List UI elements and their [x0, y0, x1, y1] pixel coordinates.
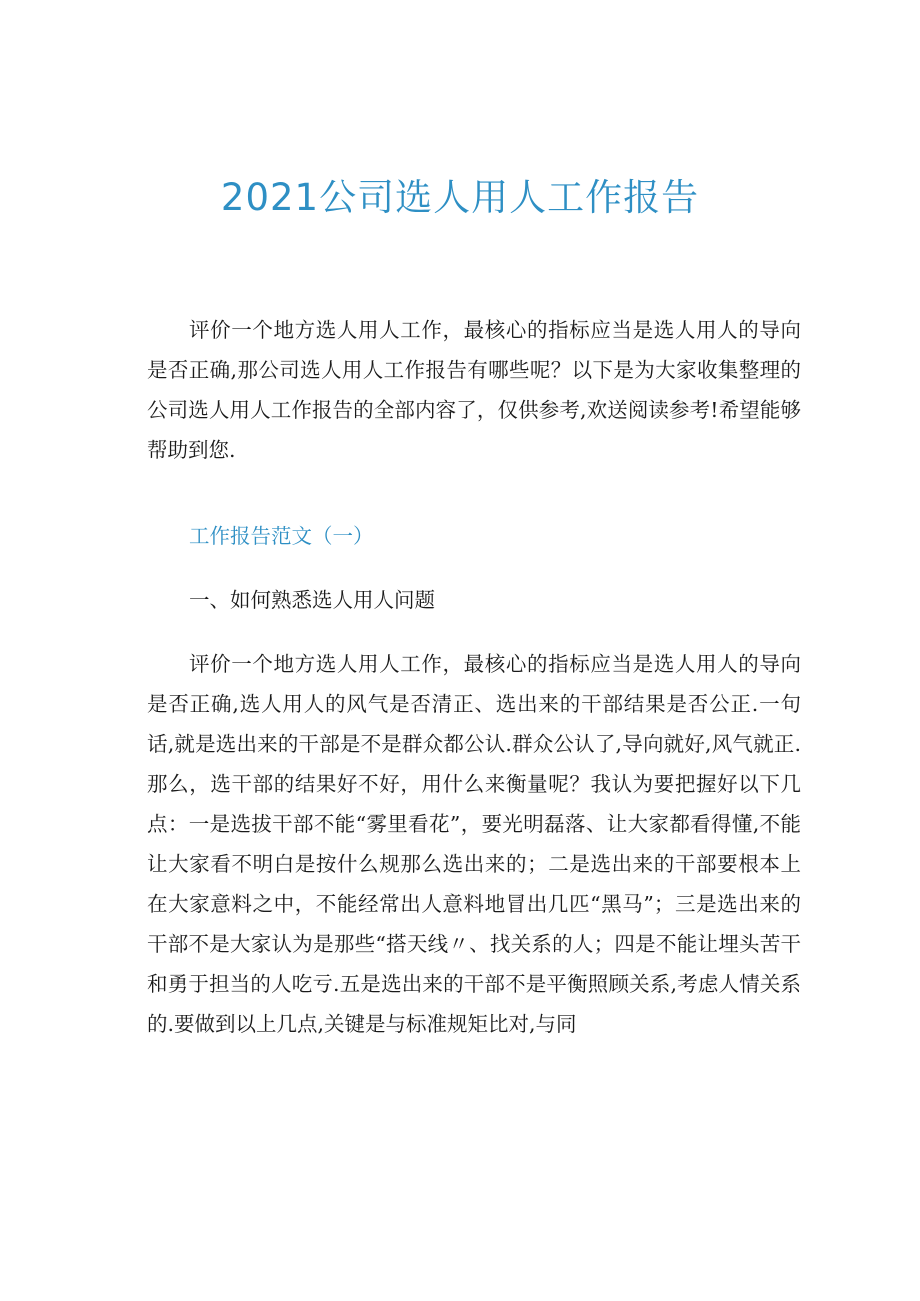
body-paragraph: 评价一个地方选人用人工作，最核心的指标应当是选人用人的导向是否正确,选人用人的风气是否清正、选出来的干部结果是否公正.一句话,就是选出来的干部是不是群众都公认.群众公认了,导向就好,风气就正.那么，选干部的结果好不好，用什么来衡量呢？我认为要把握好以下几点：一是选拔干部不能“雾里看花”，要光明磊落、让大家都看得懂,不能让大家看不明白是按什么规那么选出来的；二是选出来的干部要根本上在大家意料之中，不能经常出人意料地冒出几匹“黑马”；三是选出来的干部不是大家认为是那些“搭天线〃、找关系的人；四是不能让埋头苦干和勇于担当的人吃亏.五是选出来的干部不是平衡照顾关系,考虑人情关系的.要做到以上几点,关键是与标准规矩比对,与同 — [147, 652, 801, 1036]
section-heading-link[interactable]: 工作报告范文（一） — [189, 524, 374, 548]
intro-paragraph: 评价一个地方选人用人工作，最核心的指标应当是选人用人的导向是否正确,那公司选人用人工作报告有哪些呢？以下是为大家收集整理的公司选人用人工作报告的全部内容了，仅供参考,欢送阅读参考!希望能够帮助到您. — [147, 318, 801, 462]
document-title: 2021公司选人用人工作报告 — [220, 176, 700, 219]
section-subheading: 一、如何熟悉选人用人问题 — [189, 588, 435, 612]
